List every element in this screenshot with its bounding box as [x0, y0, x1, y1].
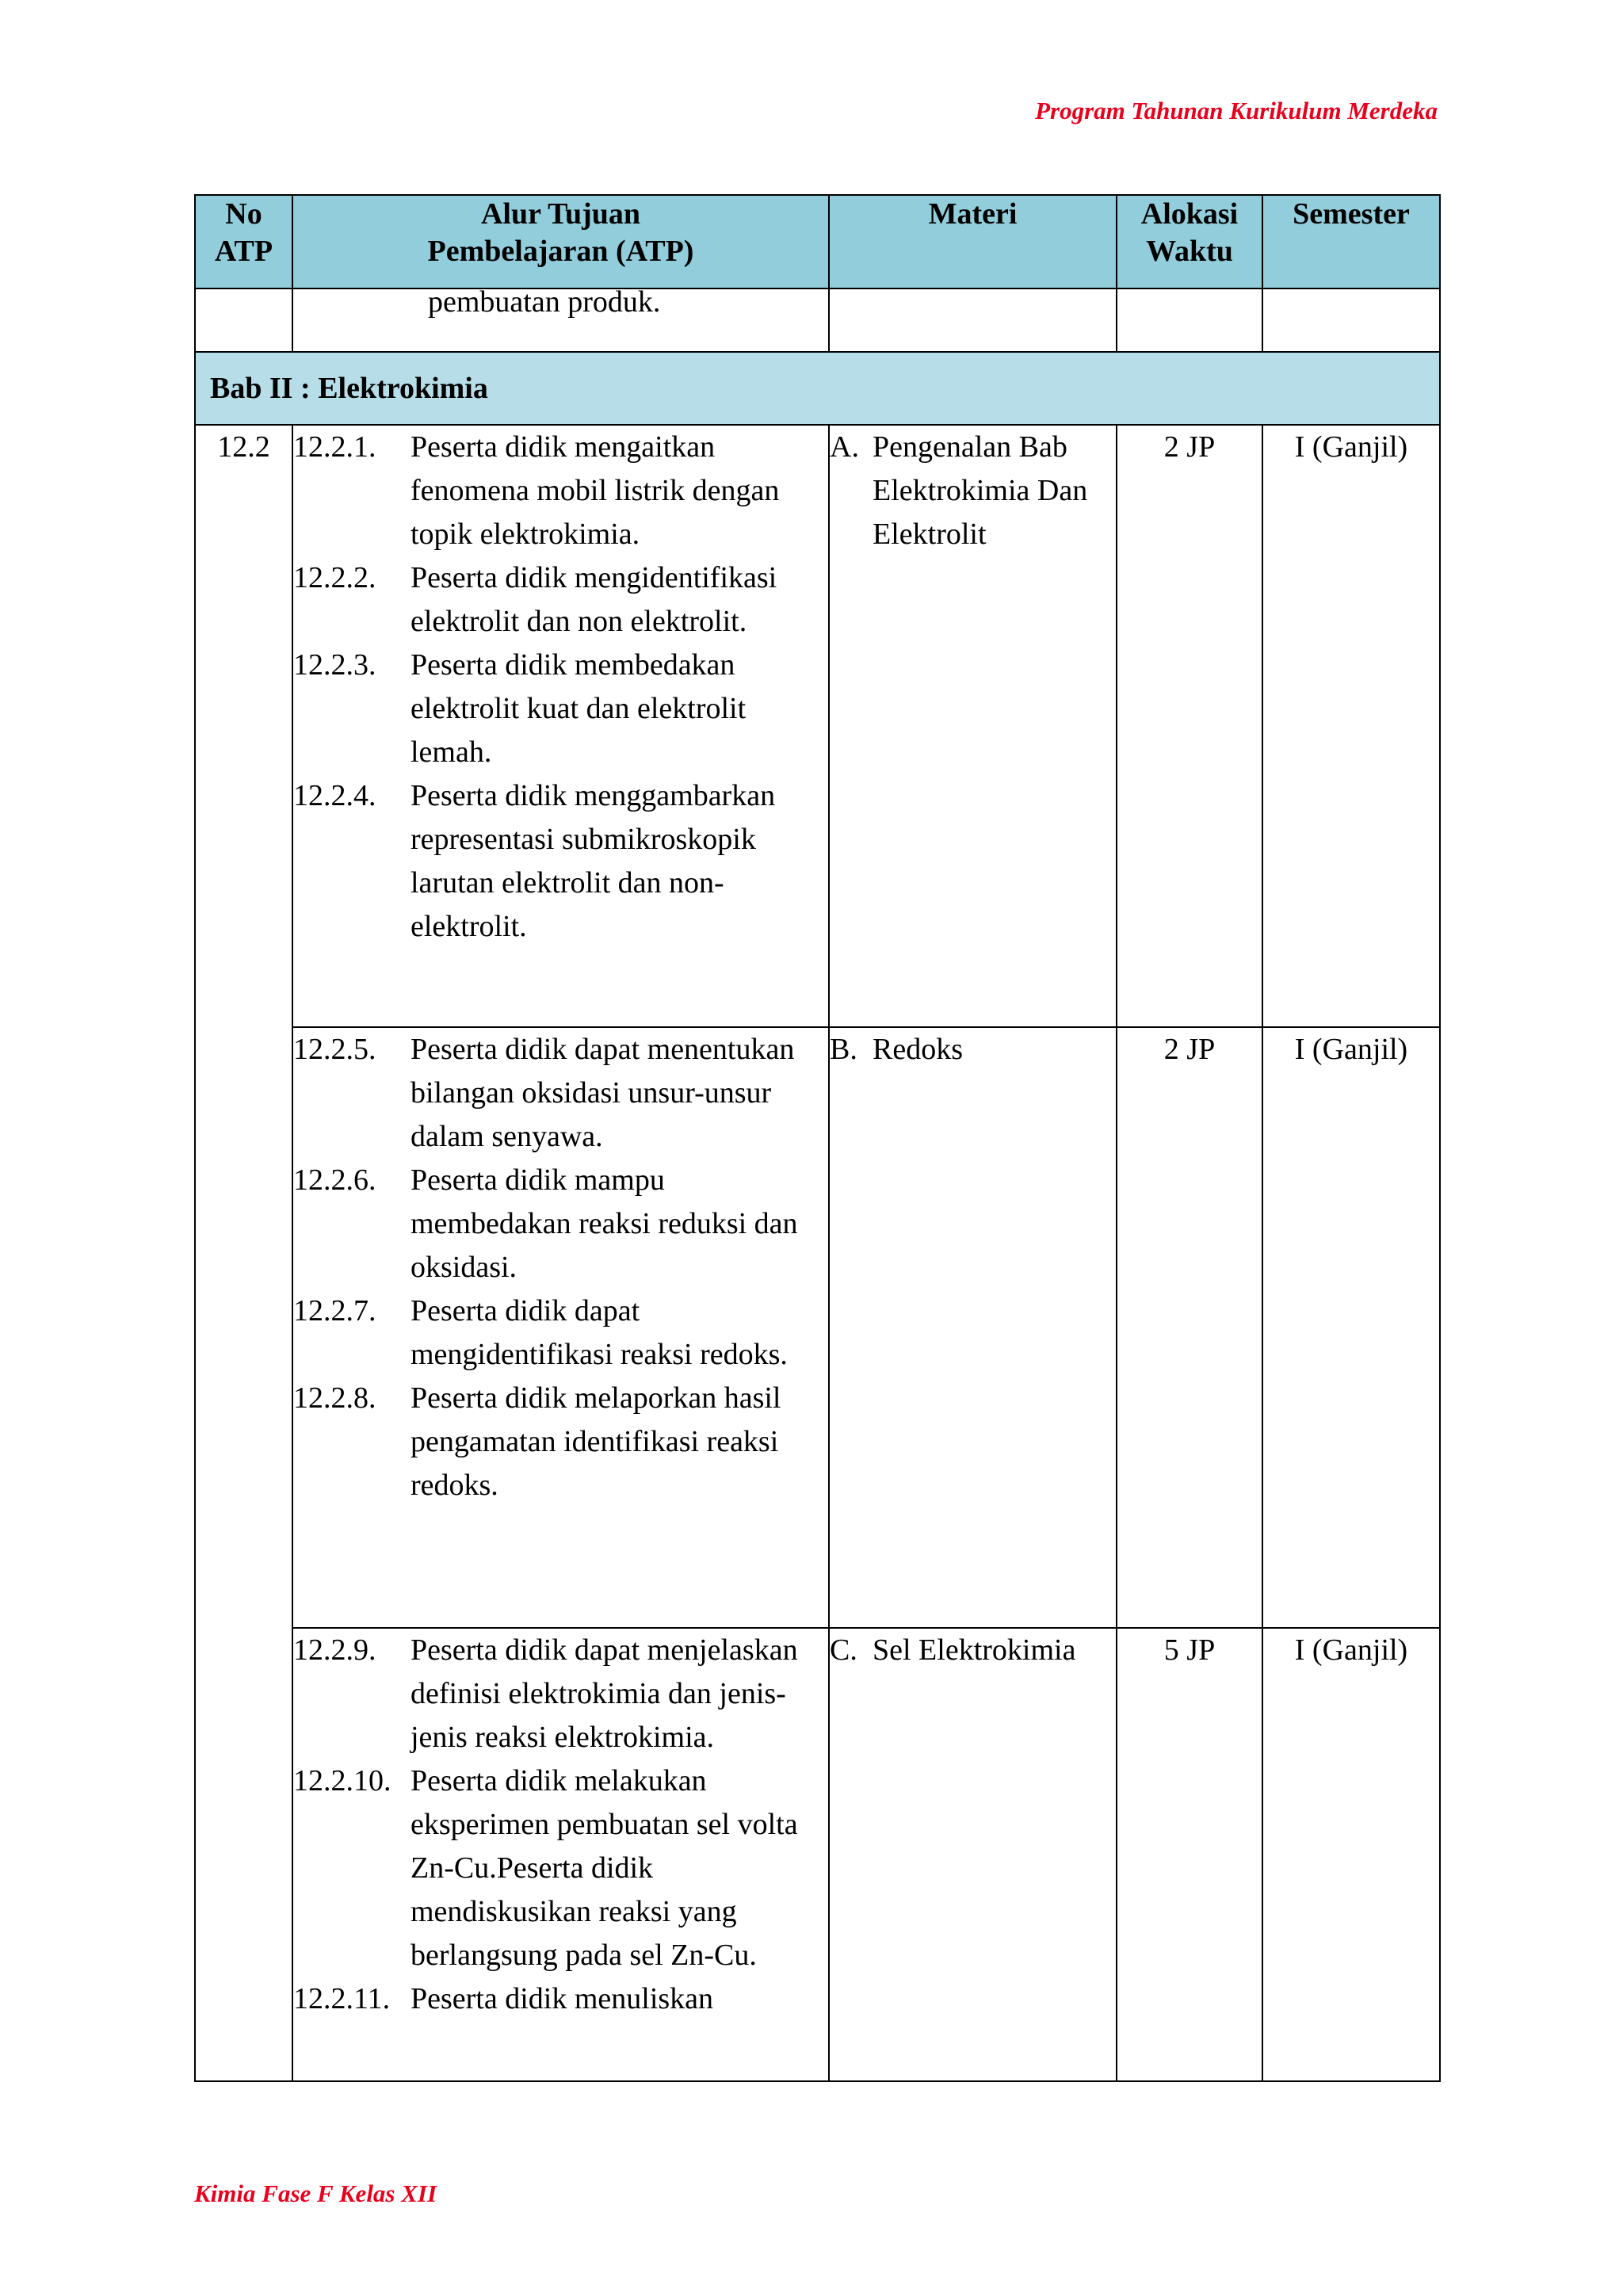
- materi-letter: C.: [830, 1633, 857, 1667]
- goal-item: [293, 1159, 828, 1289]
- goals-cell: [292, 425, 829, 1027]
- goal-text: Peserta didik dapat menjelaskan definisi elektrokimia dan jenis-jenis reaksi elektrokimia.: [411, 1633, 798, 1754]
- goals-cell: [292, 1628, 829, 2081]
- chapter-title: Bab II : Elektrokimia: [195, 352, 1440, 425]
- goal-item: [293, 774, 828, 949]
- goal-text: Peserta didik dapat mengidentifikasi reaksi redoks.: [411, 1294, 788, 1371]
- goal-text: Peserta didik dapat menentukan bilangan oksidasi unsur-unsur dalam senyawa.: [411, 1033, 795, 1153]
- goal-item: [293, 556, 828, 644]
- cell-empty: [195, 288, 292, 352]
- alokasi-waktu: 2 JP: [1117, 1027, 1262, 1628]
- goal-number: 12.2.9.: [293, 1633, 376, 1667]
- semester: I (Ganjil): [1262, 1628, 1440, 2081]
- goal-text: Peserta didik mengidentifikasi elektrolit dan non elektrolit.: [411, 561, 777, 638]
- cell-empty: [1262, 288, 1440, 352]
- atp-number: 12.2: [195, 425, 292, 2081]
- running-footer: Kimia Fase F Kelas XII: [194, 2179, 437, 2207]
- goal-number: 12.2.8.: [293, 1381, 376, 1415]
- continuation-row: [195, 288, 1440, 352]
- goal-text: Peserta didik mengaitkan fenomena mobil listrik dengan topik elektrokimia.: [411, 430, 780, 551]
- materi-text: Redoks: [873, 1033, 963, 1066]
- goal-item: [293, 644, 828, 774]
- materi-text: Pengenalan Bab Elektrokimia Dan Elektrolit: [873, 430, 1088, 551]
- goal-item: [293, 1289, 828, 1377]
- goal-number: 12.2.4.: [293, 779, 376, 812]
- goal-number: 12.2.10.: [293, 1764, 391, 1797]
- col-header-alokasi: Alokasi Waktu: [1117, 195, 1262, 288]
- goal-number: 12.2.6.: [293, 1163, 376, 1197]
- goal-number: 12.2.7.: [293, 1294, 376, 1328]
- cell-empty: [1117, 288, 1262, 352]
- continuation-text: pembuatan produk.: [428, 285, 661, 319]
- goal-item: [293, 1377, 828, 1507]
- col-header-semester: Semester: [1262, 195, 1440, 288]
- semester: I (Ganjil): [1262, 425, 1440, 1027]
- col-header-materi: Materi: [829, 195, 1117, 288]
- goal-text: Peserta didik menuliskan: [411, 1982, 714, 2015]
- materi-cell: [829, 1628, 1117, 2081]
- table-row: [195, 1027, 1440, 1628]
- running-header: Program Tahunan Kurikulum Merdeka: [1035, 97, 1438, 124]
- materi-letter: B.: [830, 1033, 857, 1066]
- materi-text: Sel Elektrokimia: [873, 1633, 1076, 1667]
- goal-number: 12.2.2.: [293, 561, 376, 594]
- goal-item: [293, 1629, 828, 1759]
- goal-item: [293, 1028, 828, 1159]
- materi-letter: A.: [830, 430, 859, 464]
- materi-cell: [829, 1027, 1117, 1628]
- goal-number: 12.2.11.: [293, 1982, 391, 2015]
- alokasi-waktu: 2 JP: [1117, 425, 1262, 1027]
- goal-item: [293, 426, 828, 556]
- table-row: [195, 425, 1440, 1027]
- cell-continuation: [292, 285, 829, 352]
- col-header-no: No ATP: [195, 195, 292, 288]
- goal-number: 12.2.5.: [293, 1033, 376, 1066]
- goals-cell: [292, 1027, 829, 1628]
- table-header-row: [195, 195, 1440, 288]
- goal-text: Peserta didik membedakan elektrolit kuat dan elektrolit lemah.: [411, 648, 747, 769]
- alokasi-waktu: 5 JP: [1117, 1628, 1262, 2081]
- goal-text: Peserta didik menggambarkan representasi submikroskopik larutan elektrolit dan non-elektrolit.: [411, 779, 776, 943]
- col-header-atp: Alur Tujuan Pembelajaran (ATP): [292, 195, 829, 288]
- atp-table: [194, 194, 1441, 2082]
- goal-number: 12.2.1.: [293, 430, 376, 464]
- semester: I (Ganjil): [1262, 1027, 1440, 1628]
- goal-text: Peserta didik melaporkan hasil pengamatan identifikasi reaksi redoks.: [411, 1381, 781, 1502]
- materi-cell: [829, 425, 1117, 1027]
- goal-text: Peserta didik mampu membedakan reaksi reduksi dan oksidasi.: [411, 1163, 798, 1284]
- goal-item: [293, 1977, 828, 2021]
- chapter-row: [195, 352, 1440, 425]
- table-row: [195, 1628, 1440, 2081]
- goal-text: Peserta didik melakukan eksperimen pembuatan sel volta Zn-Cu.Peserta didik mendiskusikan reaksi yang berlangsung pada sel Zn-Cu.: [411, 1764, 798, 1972]
- cell-empty: [829, 288, 1117, 352]
- goal-number: 12.2.3.: [293, 648, 376, 682]
- goal-item: [293, 1759, 828, 1977]
